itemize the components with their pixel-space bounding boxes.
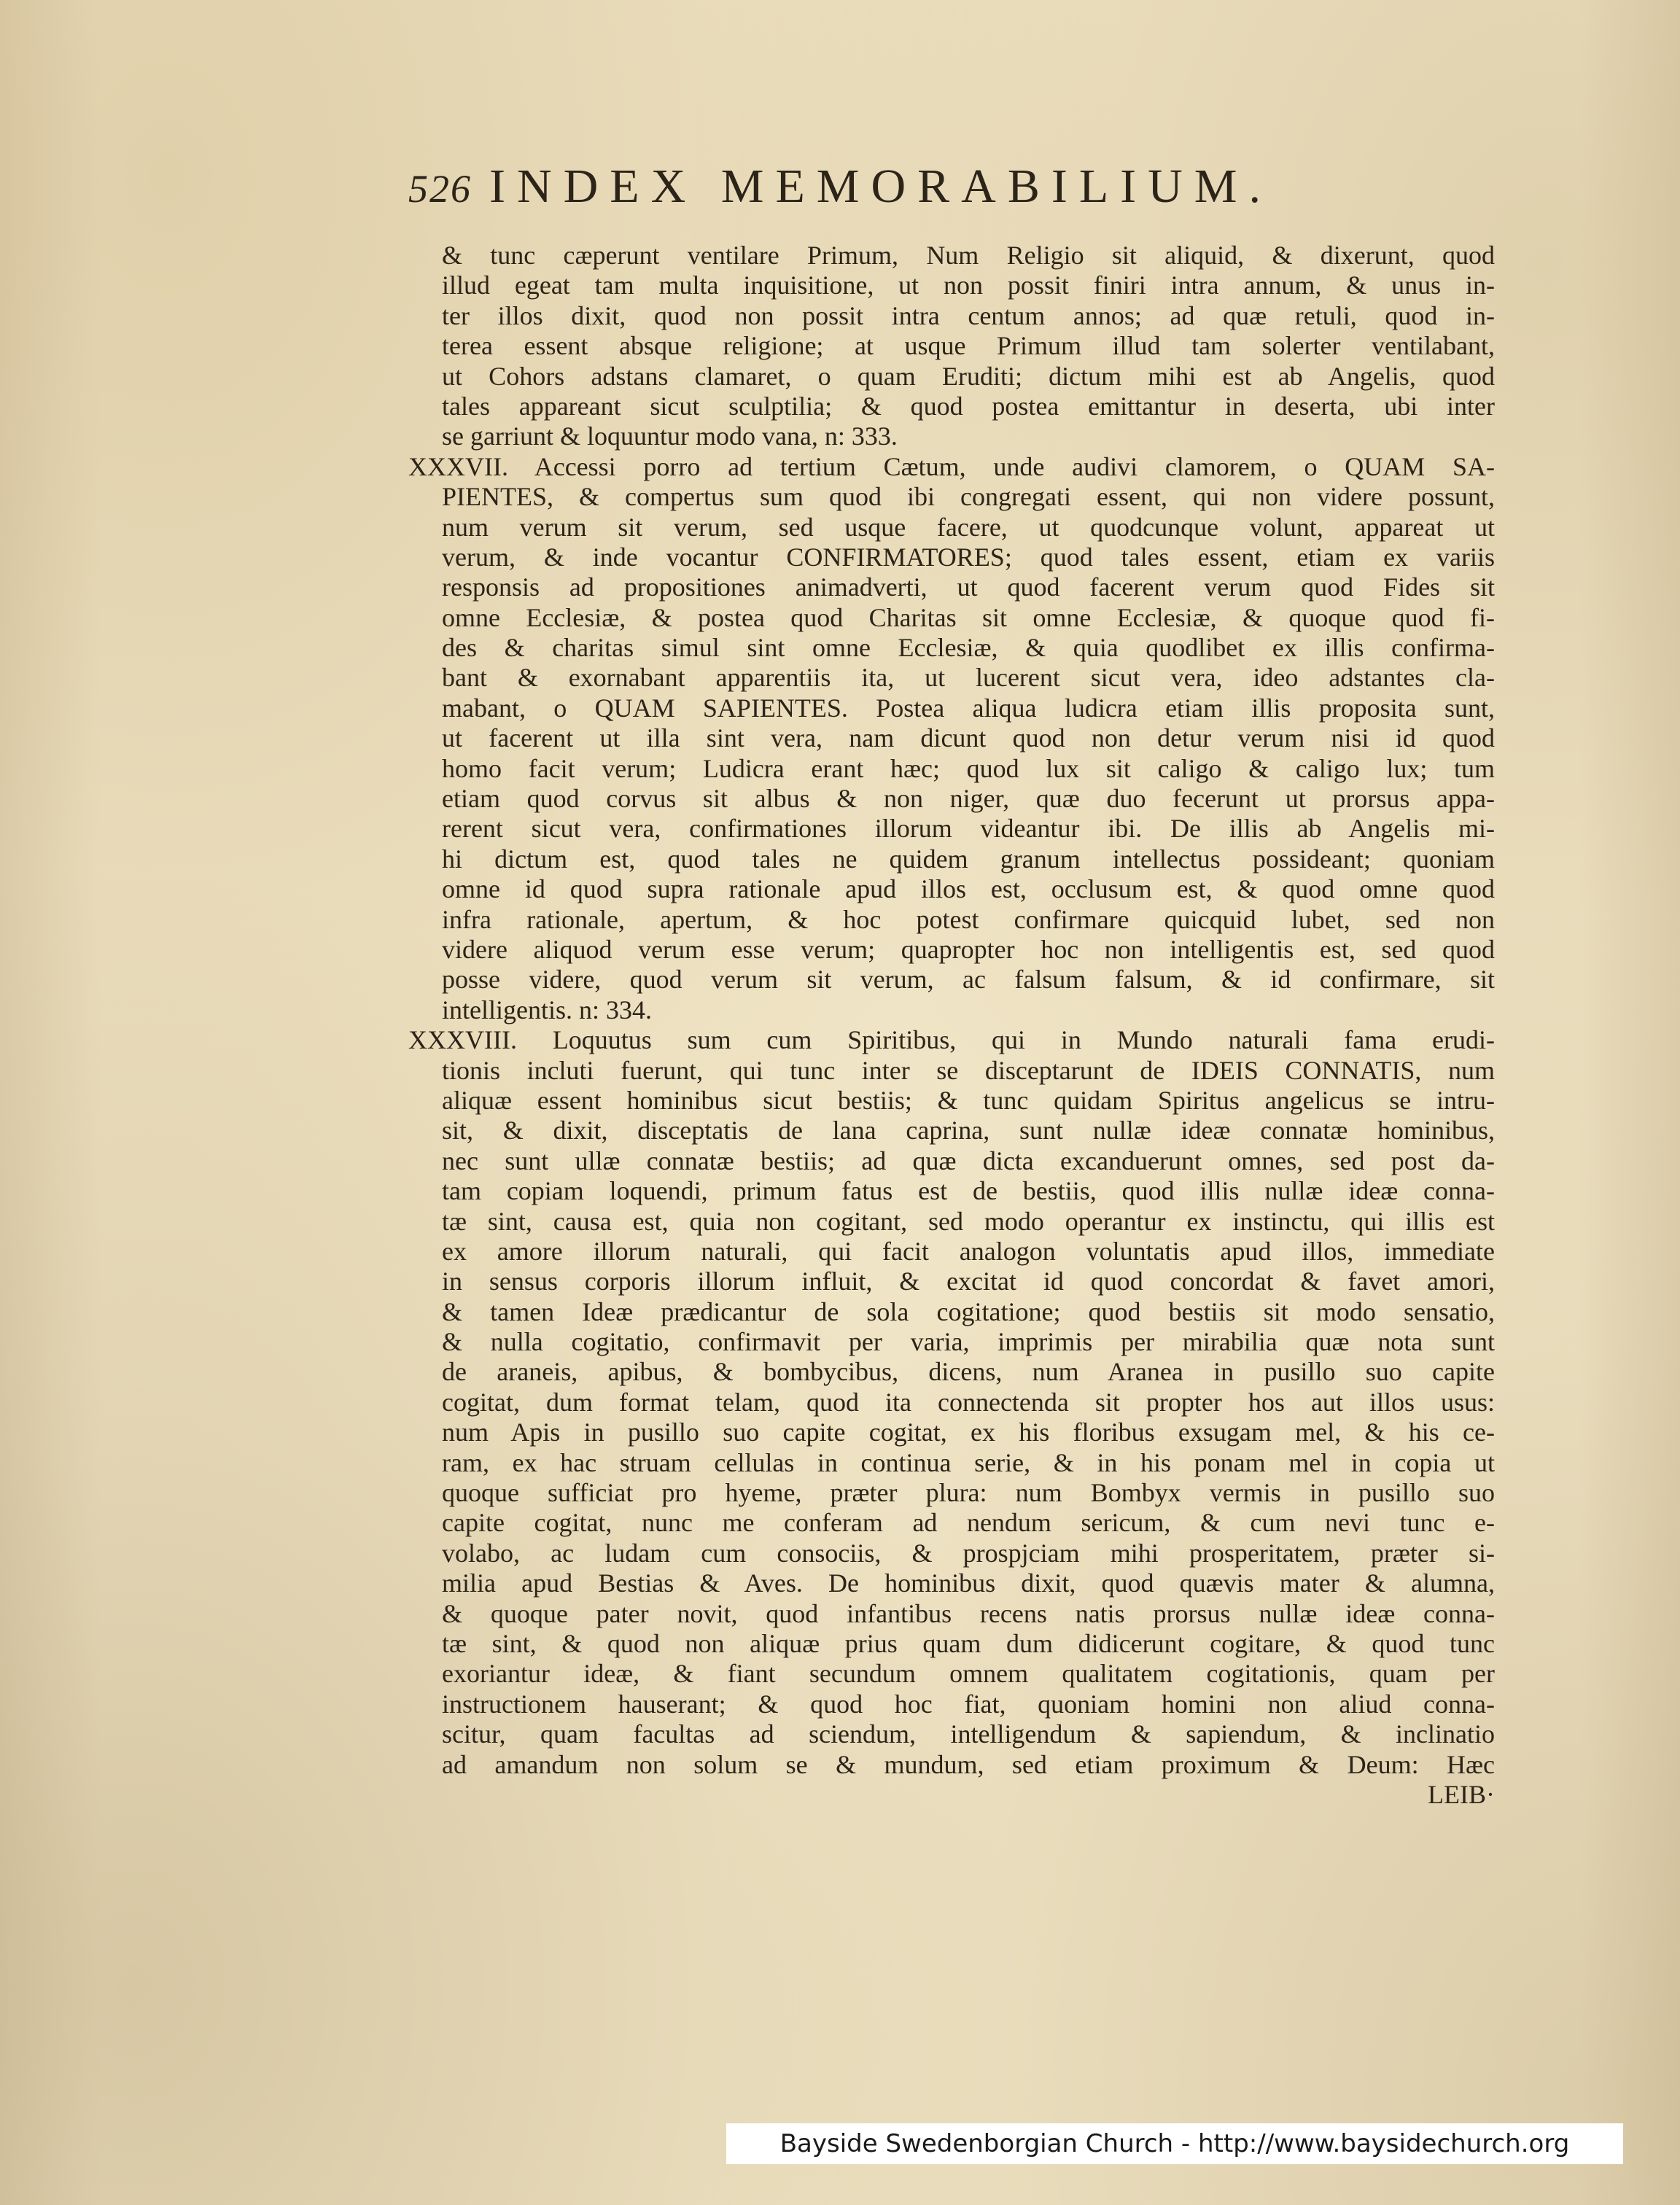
text-line: illud egeat tam multa inquisitione, ut non possit finiri intra annum, & unus in- <box>442 271 1495 300</box>
text-line: tionis incluti fuerunt, qui tunc inter se disceptarunt de IDEIS CONNATIS, num <box>442 1055 1495 1085</box>
text-line: ter illos dixit, quod non possit intra centum annos; ad quæ retuli, quod in- <box>442 300 1495 330</box>
text-line: tales appareant sicut sculptilia; & quod postea emittantur in deserta, ubi inter <box>442 391 1495 421</box>
text-line: ad amandum non solum se & mundum, sed etiam proximum & Deum: Hæc <box>442 1749 1495 1779</box>
text-line: capite cogitat, nunc me conferam ad nendum sericum, & cum nevi tunc e- <box>442 1508 1495 1538</box>
paragraph-start-xxxviii: XXXVIII. Loquutus sum cum Spiritibus, qui in Mundo naturali fama erudi- <box>408 1025 1495 1055</box>
page-number: 526 <box>408 167 472 211</box>
text-line: tæ sint, & quod non aliquæ prius quam dum didicerunt cogitare, & quod tunc <box>442 1628 1495 1658</box>
text-line: milia apud Bestias & Aves. De hominibus dixit, quod quævis mater & alumna, <box>442 1568 1495 1598</box>
running-header <box>408 159 1400 225</box>
catchword: LEIB· <box>1428 1779 1495 1809</box>
text-line: omne id quod supra rationale apud illos est, occlusum est, & quod omne quod <box>442 874 1495 904</box>
text-line: mabant, o QUAM SAPIENTES. Postea aliqua ludicra etiam illis proposita sunt, <box>442 693 1495 723</box>
text-line: & tamen Ideæ prædicantur de sola cogitatione; quod bestiis sit modo sensatio, <box>442 1296 1495 1326</box>
text-line: volabo, ac ludam cum consociis, & prospjciam mihi prosperitatem, præter si- <box>442 1538 1495 1568</box>
text-line: tam copiam loquendi, primum fatus est de bestiis, quod illis nullæ ideæ conna- <box>442 1176 1495 1206</box>
text-line: num Apis in pusillo suo capite cogitat, ex his floribus exsugam mel, & his ce- <box>442 1418 1495 1447</box>
text-line: infra rationale, apertum, & hoc potest confirmare quicquid lubet, sed non <box>442 904 1495 934</box>
text-line: se garriunt & loquuntur modo vana, n: 333. <box>442 421 898 451</box>
text-line: verum, & inde vocantur CONFIRMATORES; quod tales essent, etiam ex variis <box>442 542 1495 572</box>
text-line: posse videre, quod verum sit verum, ac falsum falsum, & id confirmare, sit <box>442 965 1495 995</box>
text-line: ram, ex hac struam cellulas in continua serie, & in his ponam mel in copia ut <box>442 1447 1495 1477</box>
text-line: instructionem hauserant; & quod hoc fiat, quoniam homini non aliud conna- <box>442 1689 1495 1719</box>
text-line: & tunc cæperunt ventilare Primum, Num Religio sit aliquid, & dixerunt, quod <box>442 241 1495 270</box>
text-line: scitur, quam facultas ad sciendum, intelligendum & sapiendum, & inclinatio <box>442 1719 1495 1749</box>
text-line: des & charitas simul sint omne Ecclesiæ, & quia quodlibet ex illis confirma- <box>442 633 1495 663</box>
text-line: intelligentis. n: 334. <box>442 995 652 1024</box>
paragraph-start-xxxvii: XXXVII. Accessi porro ad tertium Cætum, unde audivi clamorem, o QUAM SA- <box>408 451 1495 481</box>
text-line: ut Cohors adstans clamaret, o quam Eruditi; dictum mihi est ab Angelis, quod <box>442 361 1495 391</box>
text-line: terea essent absque religione; at usque Primum illud tam solerter ventilabant, <box>442 331 1495 361</box>
text-line: de araneis, apibus, & bombycibus, dicens, num Aranea in pusillo suo capite <box>442 1357 1495 1387</box>
text-line: nec sunt ullæ connatæ bestiis; ad quæ dicta excanduerunt omnes, sed post da- <box>442 1146 1495 1175</box>
text-line: quoque sufficiat pro hyeme, præter plura: num Bombyx vermis in pusillo suo <box>442 1478 1495 1508</box>
text-line: ex amore illorum naturali, qui facit analogon voluntatis apud illos, immediate <box>442 1236 1495 1266</box>
text-line: etiam quod corvus sit albus & non niger, quæ duo fecerunt ut prorsus appa- <box>442 784 1495 814</box>
text-line: & nulla cogitatio, confirmavit per varia, imprimis per mirabilia quæ nota sunt <box>442 1327 1495 1357</box>
text-line: exoriantur ideæ, & fiant secundum omnem qualitatem cogitationis, quam per <box>442 1659 1495 1689</box>
text-line: ut facerent ut illa sint vera, nam dicunt quod non detur verum nisi id quod <box>442 723 1495 753</box>
text-line: tæ sint, causa est, quia non cogitant, sed modo operantur ex instinctu, qui illis est <box>442 1206 1495 1236</box>
text-line: omne Ecclesiæ, & postea quod Charitas sit omne Ecclesiæ, & quoque quod fi- <box>442 602 1495 632</box>
source-watermark: Bayside Swedenborgian Church - http://www.baysidechurch.org <box>726 2123 1623 2164</box>
text-line: bant & exornabant apparentiis ita, ut lucerent sicut vera, ideo adstantes cla- <box>442 663 1495 693</box>
text-line: cogitat, dum format telam, quod ita connectenda sit propter hos aut illos usus: <box>442 1387 1495 1417</box>
running-title: INDEX MEMORABILIUM. <box>489 160 1272 213</box>
text-line: rerent sicut vera, confirmationes illorum videantur ibi. De illis ab Angelis mi- <box>442 814 1495 844</box>
text-line: videre aliquod verum esse verum; quapropter hoc non intelligentis est, sed quod <box>442 934 1495 964</box>
text-line: PIENTES, & compertus sum quod ibi congregati essent, qui non videre possunt, <box>442 482 1495 512</box>
text-line: hi dictum est, quod tales ne quidem granum intellectus possideant; quoniam <box>442 844 1495 874</box>
text-line: sit, & dixit, disceptatis de lana caprina, sunt nullæ ideæ connatæ hominibus, <box>442 1116 1495 1146</box>
text-line: & quoque pater novit, quod infantibus recens natis prorsus nullæ ideæ conna- <box>442 1598 1495 1628</box>
text-line: homo facit verum; Ludicra erant hæc; quod lux sit caligo & caligo lux; tum <box>442 753 1495 783</box>
text-line: num verum sit verum, sed usque facere, ut quodcunque volunt, appareat ut <box>442 512 1495 542</box>
body-text <box>408 241 1495 1810</box>
text-line: in sensus corporis illorum influit, & excitat id quod concordat & favet amori, <box>442 1267 1495 1296</box>
text-line: responsis ad propositiones animadverti, ut quod facerent verum quod Fides sit <box>442 572 1495 602</box>
text-line: aliquæ essent hominibus sicut bestiis; & tunc quidam Spiritus angelicus se intru- <box>442 1085 1495 1115</box>
